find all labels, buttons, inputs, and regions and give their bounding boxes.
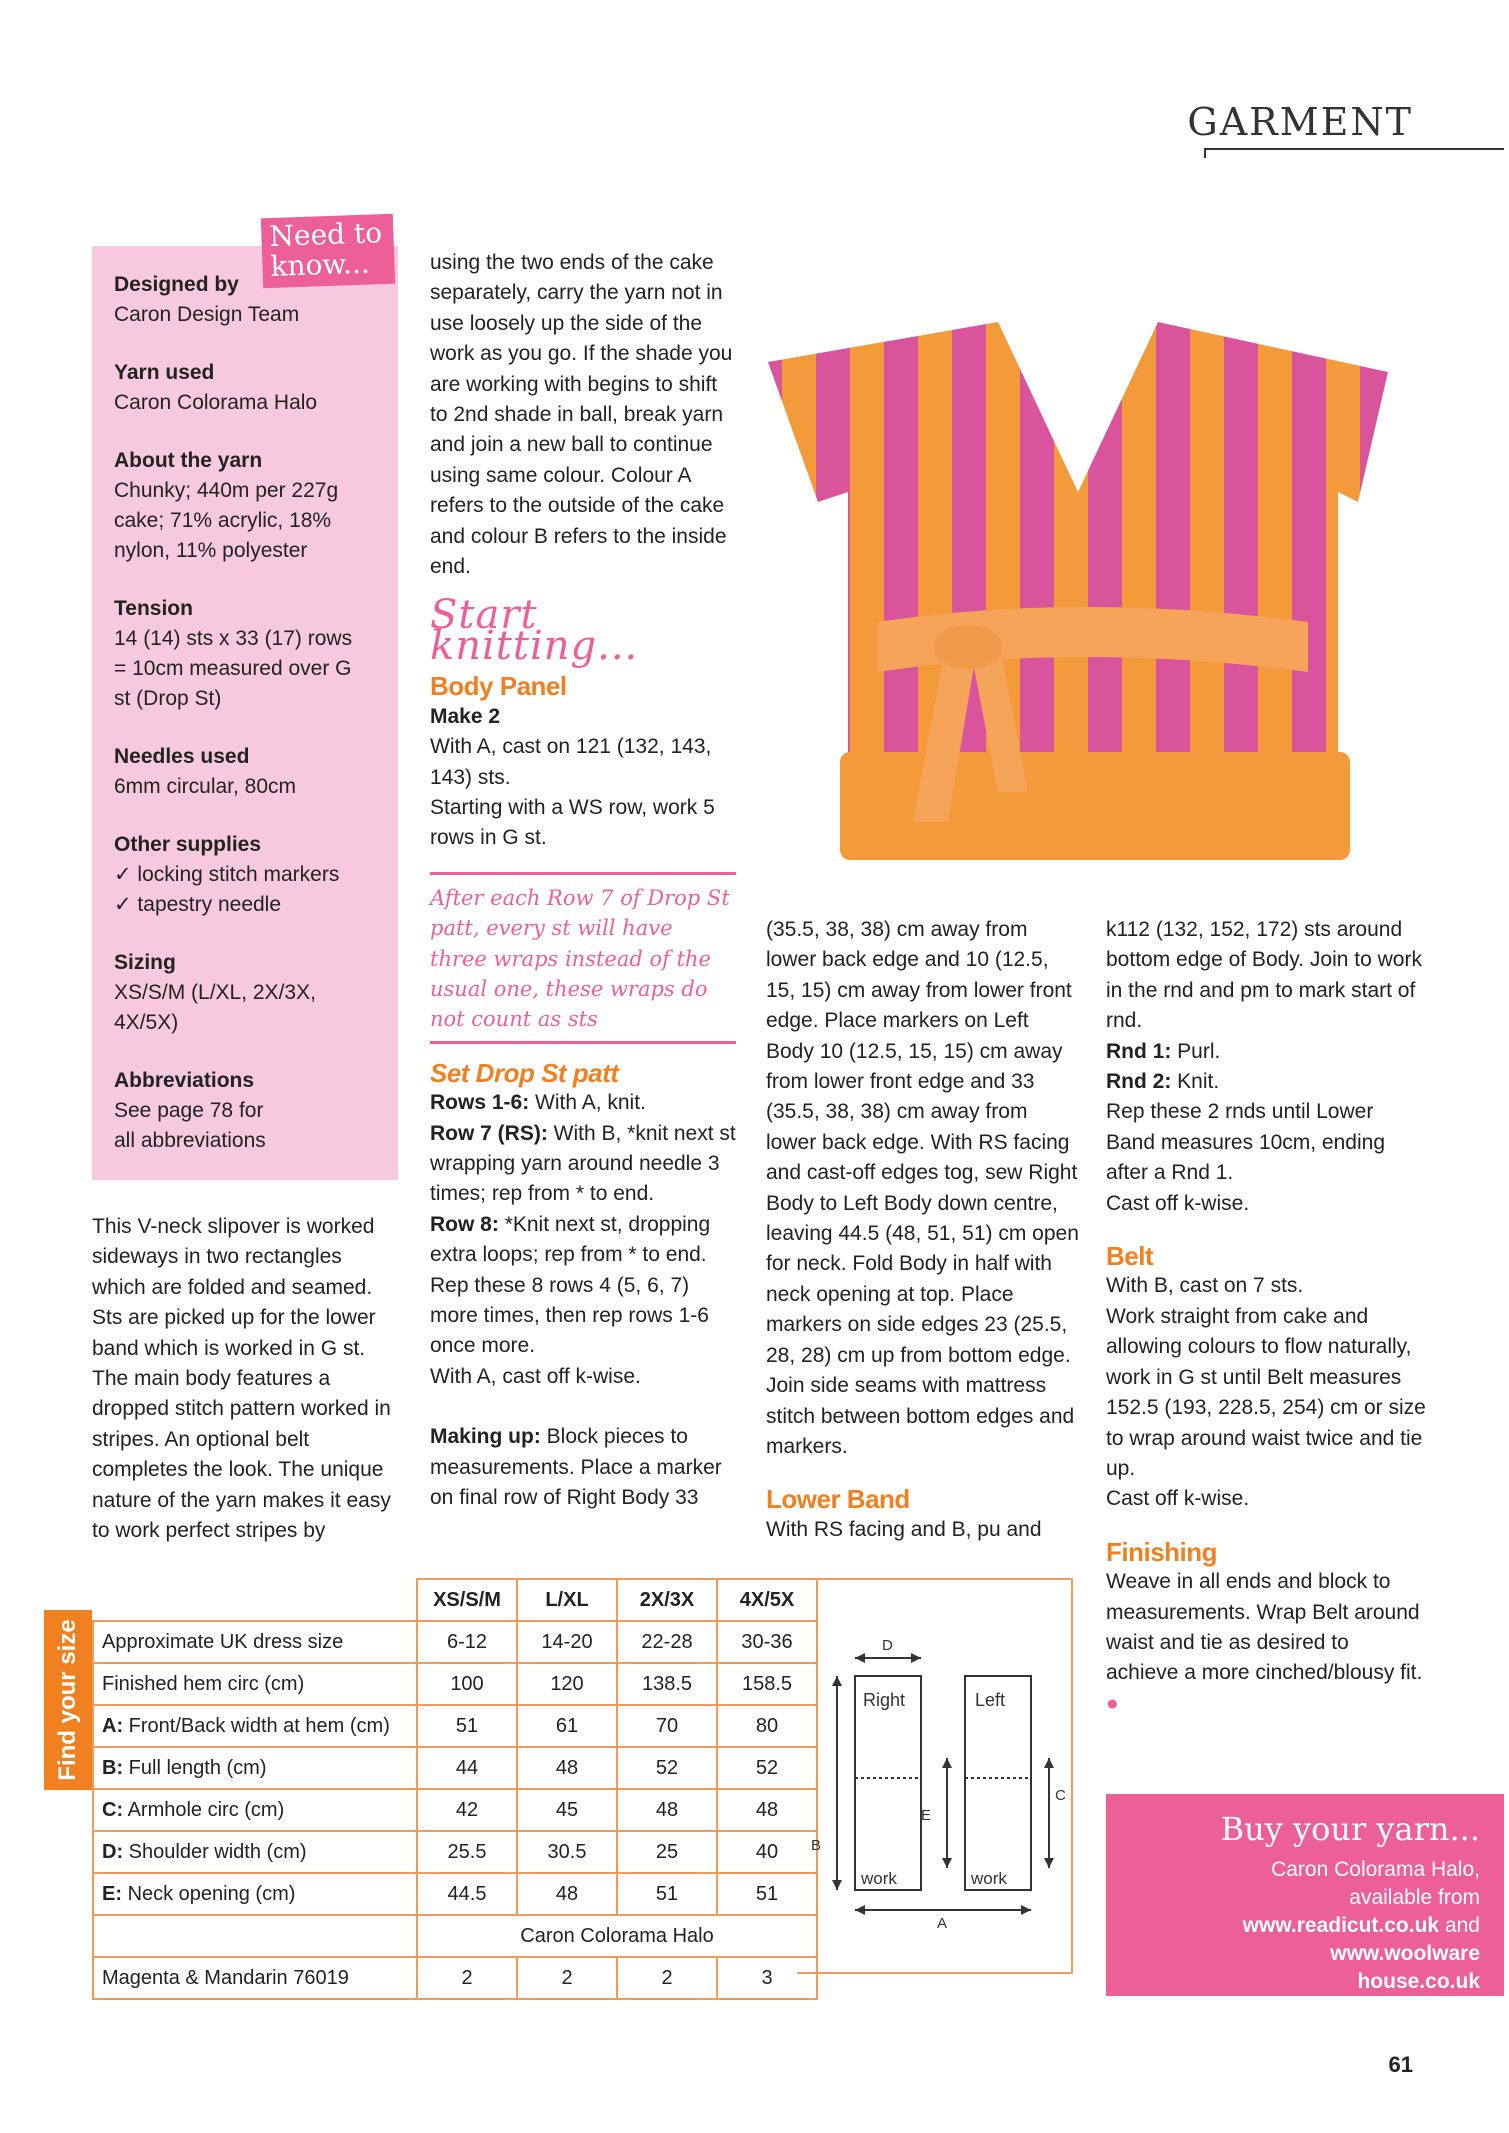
measurement-label [93,1831,417,1873]
info-heading: Abbreviations [114,1069,255,1092]
info-heading: Needles used [114,745,250,768]
info-line: ✓ tapestry needle [114,893,282,916]
page-number: 61 [1388,2052,1413,2077]
belt-text: With B, cast on 7 sts. [1106,1274,1304,1298]
measurement-value: 42 [417,1789,517,1831]
need-to-know-panel [92,246,398,1180]
info-line: all abbreviations [114,1129,266,1152]
size-header: 4X/5X [717,1579,817,1621]
info-block [114,446,376,566]
measurement-key: D: [102,1840,124,1863]
measurement-value: 6-12 [417,1621,517,1663]
finishing-heading: Finishing [1106,1536,1218,1567]
stripe [1360,292,1394,872]
need-tag-line: Need to [268,216,383,254]
buy-line: available from [1349,1886,1480,1909]
size-table-row [93,1663,817,1705]
measurement-value: 25 [617,1831,717,1873]
measurement-name: Approximate UK dress size [102,1630,344,1653]
start-knitting-heading: Start knitting... [430,592,639,669]
make-count: Make 2 [430,704,501,728]
row-text: With A, knit. [535,1091,646,1115]
measurement-value: 44.5 [417,1873,517,1915]
row-label: Rows 1-6: [430,1091,530,1115]
belt-text: Work straight from cake and allowing colours to flow naturally, work in G st until Belt measures 152.5 (193, 228.5, 254) cm or size to wrap around waist twice and tie up. [1106,1304,1426,1480]
info-block [114,1066,376,1156]
info-line: Chunky; 440m per 227g [114,479,339,502]
measurement-value: 22-28 [617,1621,717,1663]
measurement-label [93,1705,417,1747]
lower-band-heading: Lower Band [766,1484,910,1515]
intro-paragraph: This V-neck slipover is worked sideways in two rectangles which are folded and seamed. Sts are picked up for the lower band which is worked in G st. The main body features a dropped stitch pattern worked in stripes. An optional belt completes the look. The unique nature of the yarn makes it easy to work perfect stripes by [92,1215,391,1543]
row-label: Row 8: [430,1212,499,1236]
stripe [1394,292,1420,872]
drop-st-heading: Set Drop St patt [430,1057,619,1088]
info-block [114,830,376,920]
buy-and: and [1444,1914,1480,1937]
need-tag-line: know... [269,246,371,284]
instructions-column-1 [430,248,736,1513]
measurement-name: Neck opening (cm) [127,1882,296,1905]
measurement-value: 44 [417,1747,517,1789]
section-title: GARMENT [1187,100,1413,144]
measurement-key: B: [102,1756,124,1779]
ball-count: 2 [617,1957,717,1999]
measurement-value: 80 [717,1705,817,1747]
size-table-grid [92,1578,818,2000]
yarn-note-paragraph: using the two ends of the cake separately, carry the yarn not in use loosely up the side of the work as you go. If the shade you are working with begins to shift to 2nd shade in ball, break yarn and join a new ball to continue using same colour. Colour A refers to the outside of the cake and colour B refers to the inside end. [430,251,733,579]
instructions-column-2 [766,915,1082,1545]
finishing-text: Weave in all ends and block to measurements. Wrap Belt around waist and tie as desired to achieve a more cinched/blousy fit. [1106,1570,1423,1685]
measurement-value: 120 [517,1663,617,1705]
need-to-know-tag [261,214,395,289]
repeat-instruction: Rep these 8 rows 4 (5, 6, 7) more times, then rep rows 1-6 once more. [430,1273,709,1358]
info-line: 6mm circular, 80cm [114,775,297,798]
find-your-size-tab [44,1610,92,1790]
row-label: Row 7 (RS): [430,1121,548,1145]
measurement-value: 158.5 [717,1663,817,1705]
pull-quote-rule [430,1041,736,1044]
making-up-label: Making up: [430,1425,541,1449]
shade-label: Magenta & Mandarin 76019 [93,1957,417,1999]
body-instruction: With A, cast on 121 (132, 143, 143) sts. [430,735,712,789]
size-table-header-row [93,1579,817,1621]
size-header: L/XL [517,1579,617,1621]
size-table [92,1578,818,2000]
yarn-name: Caron Colorama Halo [417,1915,817,1957]
info-line: ✓ locking stitch markers [114,863,340,886]
info-line: Caron Design Team [114,303,300,326]
stripe [782,292,816,872]
diagram-dim-d: D [882,1637,893,1654]
schematic-diagram [797,1578,1073,1974]
diagram-work-arrow-label: work [861,1869,897,1888]
rnd-text: Purl. [1177,1039,1221,1063]
slipover-photo [748,292,1420,872]
measurement-value: 51 [617,1873,717,1915]
body-panel-heading: Body Panel [430,671,567,702]
retailer-link[interactable]: www.woolware [1330,1942,1480,1965]
yarn-quantity-row [93,1957,817,1999]
size-table-row [93,1621,817,1663]
retailer-link[interactable]: www.readicut.co.uk [1242,1914,1440,1937]
lower-band-continued: k112 (132, 152, 172) sts around bottom edge of Body. Join to work in the rnd and pm to mark start of rnd. [1106,918,1422,1033]
measurement-name: Shoulder width (cm) [128,1840,307,1863]
measurement-key: E: [102,1882,122,1905]
info-line: 14 (14) sts x 33 (17) rows [114,627,353,650]
measurement-value: 51 [417,1705,517,1747]
body-instruction: Starting with a WS row, work 5 rows in G st. [430,795,715,850]
measurement-name: Armhole circ (cm) [127,1798,285,1821]
pull-quote: After each Row 7 of Drop St patt, every st will have three wraps instead of the usual one, these wraps do not count as sts [430,885,730,1032]
info-heading: Sizing [114,951,176,974]
pull-quote-rule [430,872,736,875]
info-line: nylon, 11% polyester [114,539,308,562]
intro-column [92,1212,398,1546]
measurement-value: 25.5 [417,1831,517,1873]
measurement-name: Full length (cm) [128,1756,267,1779]
stripe [748,292,782,872]
info-line: cake; 71% acrylic, 18% [114,509,332,532]
row-text: *Knit next st, dropping extra loops; rep from * to end. [430,1212,711,1267]
ball-count: 2 [517,1957,617,1999]
info-heading: Yarn used [114,361,215,384]
measurement-name: Finished hem circ (cm) [102,1672,305,1695]
measurement-label [93,1789,417,1831]
diagram-right-label: Right [863,1690,906,1710]
making-up-continued: (35.5, 38, 38) cm away from lower back edge and 10 (12.5, 15, 15) cm away from lower front edge. Place markers on Left Body 10 (12.5, 15, 15) cm away from lower front edge and 33 (35.5, 38, 38) cm away from lower back edge. With RS facing and cast-off edges tog, sew Right Body to Left Body down centre, leaving 44.5 (48, 51, 51) cm open for neck. Fold Body in half with neck opening at top. Place markers on side edges 23 (25.5, 28, 28) cm up from bottom edge. Join side seams with mattress stitch between bottom edges and markers. [766,918,1079,1458]
info-line: st (Drop St) [114,687,222,710]
measurement-value: 14-20 [517,1621,617,1663]
measurement-value: 70 [617,1705,717,1747]
info-block [114,358,376,418]
measurement-value: 100 [417,1663,517,1705]
buy-title: Buy your yarn... [1220,1810,1480,1848]
belt-knot [934,625,1002,669]
measurement-label [93,1621,417,1663]
lower-band-castoff: Cast off k-wise. [1106,1191,1250,1215]
measurement-value: 30-36 [717,1621,817,1663]
measurement-label [93,1663,417,1705]
info-heading: Other supplies [114,833,262,856]
lower-band-repeat: Rep these 2 rnds until Lower Band measures 10cm, ending after a Rnd 1. [1106,1100,1385,1185]
rnd-label: Rnd 2: [1106,1070,1172,1094]
diagram-dim-c: C [1055,1787,1066,1804]
diagram-work-arrow-label: work [971,1869,1007,1888]
castoff-instruction: With A, cast off k-wise. [430,1364,641,1388]
size-table-row [93,1831,817,1873]
making-up-text: Block pieces to measurements. Place a marker on final row of Right Body 33 [430,1425,722,1510]
size-header: 2X/3X [617,1579,717,1621]
section-rule [1204,148,1504,150]
info-heading: About the yarn [114,449,263,472]
measurement-value: 48 [617,1789,717,1831]
measurement-value: 48 [517,1873,617,1915]
diagram-dim-b: B [811,1837,822,1854]
measurement-value: 52 [617,1747,717,1789]
lower-band-text: With RS facing and B, pu and [766,1517,1042,1541]
belt-heading: Belt [1106,1241,1154,1272]
measurement-name: Front/Back width at hem (cm) [128,1714,390,1737]
diagram-dim-e: E [921,1807,932,1824]
buy-line: Caron Colorama Halo, [1271,1858,1480,1881]
diagram-left-label: Left [975,1690,1006,1710]
section-rule-tick [1204,148,1206,158]
buy-your-yarn-box [1106,1794,1504,1996]
info-block [114,948,376,1038]
belt-text: Cast off k-wise. [1106,1487,1250,1511]
instructions-column-3 [1106,915,1426,1719]
retailer-link[interactable]: house.co.uk [1357,1970,1480,1993]
info-block [114,594,376,714]
measurement-value: 30.5 [517,1831,617,1873]
measurement-value: 45 [517,1789,617,1831]
measurement-value: 138.5 [617,1663,717,1705]
info-line: = 10cm measured over G [114,657,352,680]
rnd-text: Knit. [1177,1070,1220,1094]
find-your-size-label: Find your size [54,1619,81,1781]
measurement-value: 52 [717,1747,817,1789]
measurement-label [93,1873,417,1915]
info-line: See page 78 for [114,1099,264,1122]
info-heading: Designed by [114,273,239,296]
measurement-value: 48 [517,1747,617,1789]
size-table-row [93,1873,817,1915]
info-line: 4X/5X) [114,1011,179,1034]
ball-count: 3 [717,1957,817,1999]
measurement-value: 61 [517,1705,617,1747]
size-table-row [93,1789,817,1831]
size-table-row [93,1747,817,1789]
diagram-dim-a: A [937,1915,948,1932]
measurement-value: 40 [717,1831,817,1873]
info-heading: Tension [114,597,193,620]
ball-count: 2 [417,1957,517,1999]
measurement-label [93,1747,417,1789]
measurement-value: 51 [717,1873,817,1915]
size-table-row [93,1705,817,1747]
measurement-key: C: [102,1798,124,1821]
rnd-label: Rnd 1: [1106,1039,1172,1063]
info-line: XS/S/M (L/XL, 2X/3X, [114,981,316,1004]
measurement-key: A: [102,1714,124,1737]
measurement-value: 48 [717,1789,817,1831]
yarn-name-row [93,1915,817,1957]
row-text: With B, *knit next st wrapping yarn around needle 3 times; rep from * to end. [430,1121,736,1206]
info-block [114,742,376,802]
size-header: XS/S/M [417,1579,517,1621]
end-mark-icon: ● [1106,1691,1119,1715]
info-line: Caron Colorama Halo [114,391,318,414]
